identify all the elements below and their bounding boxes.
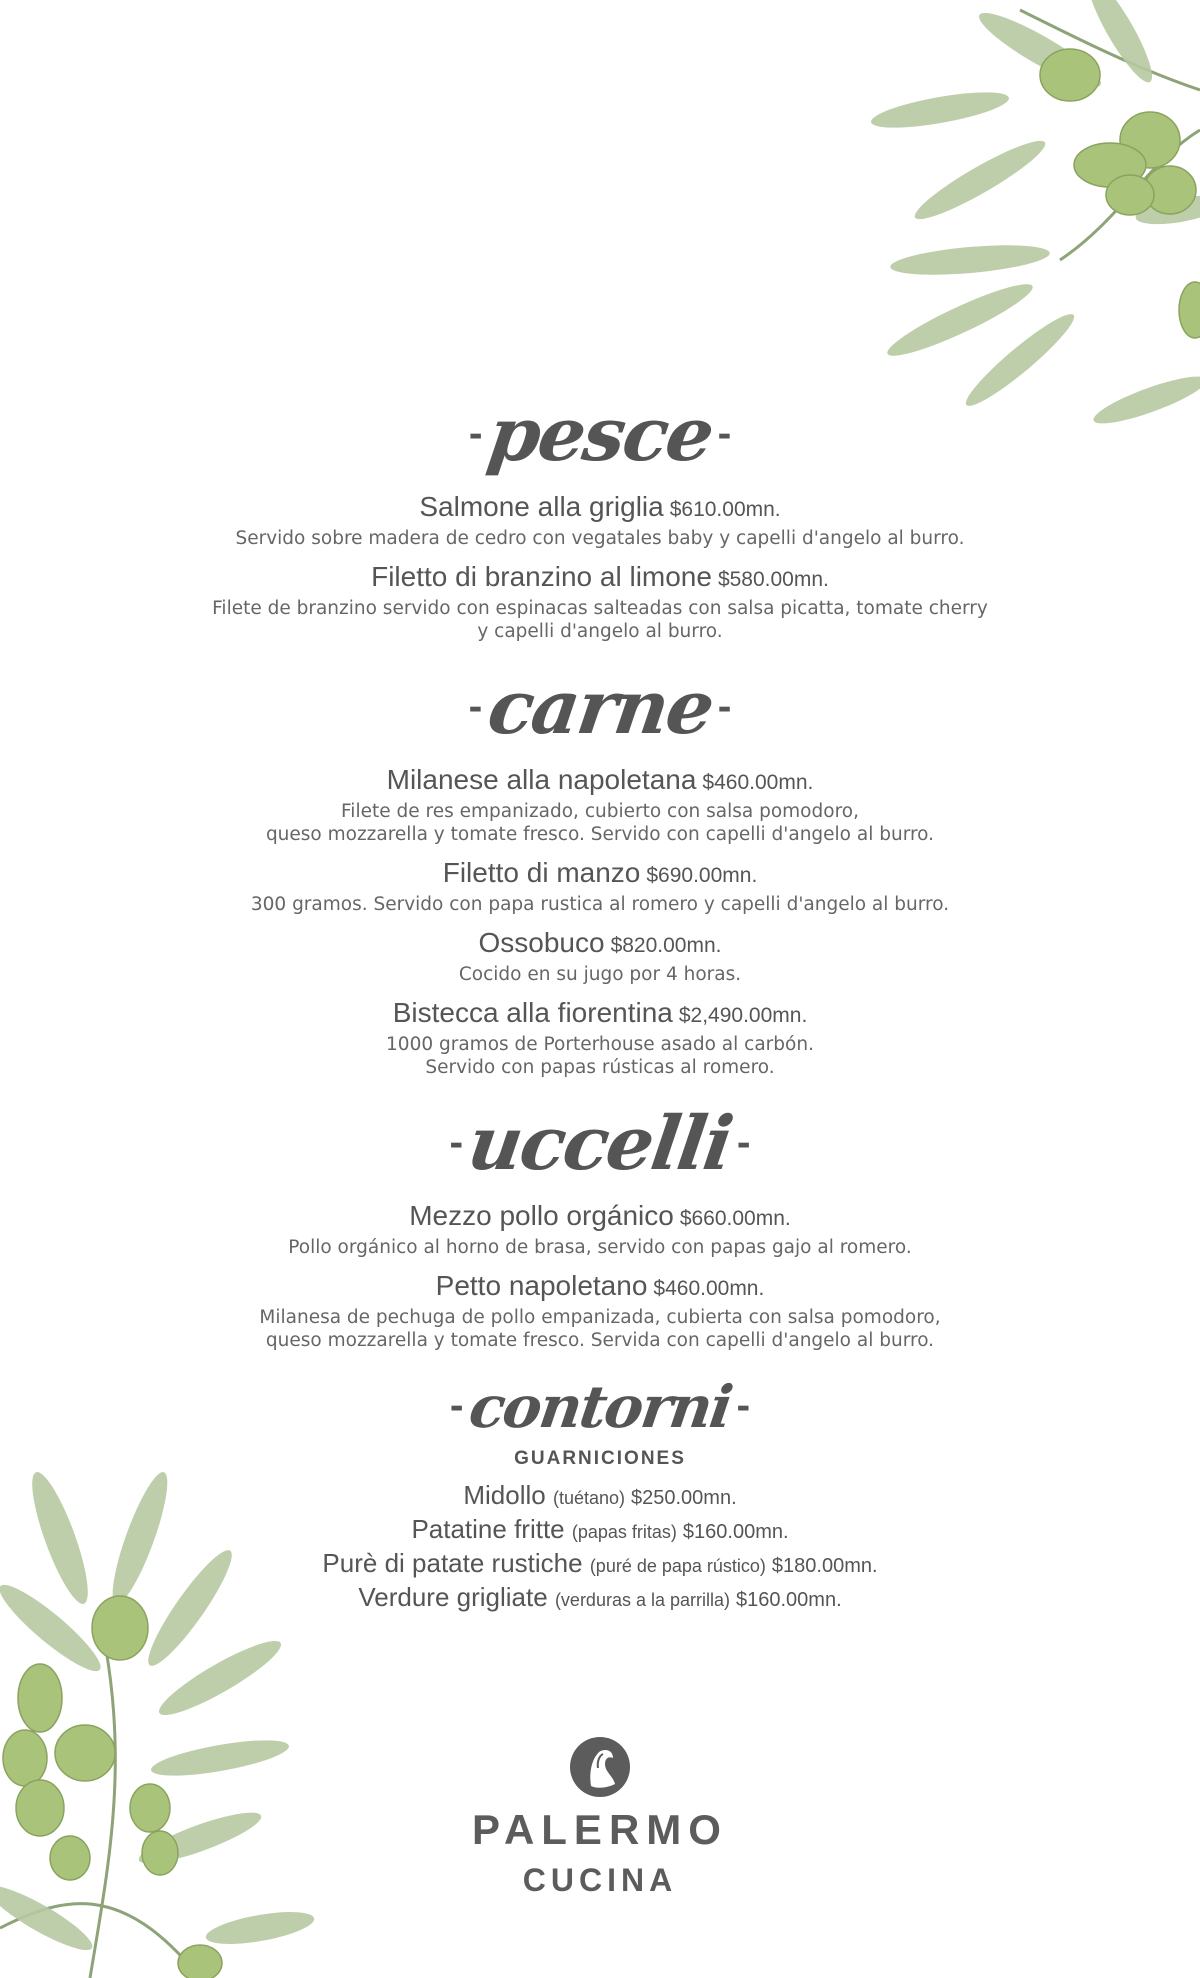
item-description: Cocido en su jugo por 4 horas. — [458, 964, 742, 985]
side-name: Verdure grigliate — [358, 1582, 548, 1612]
brand-name: PALERMO — [472, 1806, 728, 1853]
side-name: Purè di patate rustiche — [322, 1548, 583, 1578]
menu-item — [150, 996, 1050, 1079]
section-heading — [0, 653, 1200, 763]
heading-dash-right: - — [717, 688, 732, 728]
menu — [0, 380, 1200, 1616]
section-pesce — [0, 380, 1200, 643]
heading-dash-left: - — [449, 1387, 464, 1427]
heading-dash-left: - — [468, 688, 483, 728]
section-heading — [0, 1089, 1200, 1199]
brand-logo — [0, 1736, 1200, 1900]
item-name: Filetto di branzino al limone — [371, 561, 712, 592]
olive-branch-top-right-icon — [820, 0, 1200, 440]
side-item — [0, 1480, 1200, 1514]
side-name: Midollo — [463, 1480, 546, 1510]
item-price: $610.00mn. — [669, 498, 781, 521]
side-item — [0, 1582, 1200, 1616]
side-price: $160.00mn. — [682, 1521, 789, 1543]
section-uccelli — [0, 1089, 1200, 1352]
item-description: Filete de branzino servido con espinacas salteadas con salsa picatta, tomate cherry y capelli d'angelo al burro. — [212, 598, 988, 642]
section-title: contorni — [465, 1373, 735, 1441]
menu-item — [150, 490, 1050, 550]
side-item — [0, 1548, 1200, 1582]
section-subtitle: GUARNICIONES — [514, 1448, 686, 1469]
side-item — [0, 1514, 1200, 1548]
item-price: $580.00mn. — [717, 568, 829, 591]
section-carne — [0, 653, 1200, 1079]
section-title: pesce — [482, 392, 718, 478]
item-price: $460.00mn. — [702, 771, 814, 794]
menu-item — [150, 856, 1050, 916]
heading-dash-right: - — [717, 415, 732, 455]
palermo-logo-icon — [569, 1736, 631, 1798]
item-price: $820.00mn. — [610, 934, 722, 957]
item-name: Bistecca alla fiorentina — [392, 997, 673, 1028]
section-title: carne — [482, 665, 718, 751]
item-description: 300 gramos. Servido con papa rustica al romero y capelli d'angelo al burro. — [250, 894, 950, 915]
item-description: Servido sobre madera de cedro con vegatales baby y capelli d'angelo al burro. — [235, 528, 965, 549]
side-price: $160.00mn. — [736, 1589, 842, 1611]
item-description: Filete de res empanizado, cubierto con salsa pomodoro, queso mozzarella y tomate fresco. Servido con capelli d'angelo al burro. — [265, 801, 935, 845]
side-note: (papas fritas) — [571, 1522, 677, 1542]
menu-item — [150, 560, 1050, 643]
item-name: Petto napoletano — [435, 1270, 648, 1301]
side-name: Patatine fritte — [411, 1514, 565, 1544]
heading-dash-left: - — [449, 1124, 464, 1164]
side-note: (tuétano) — [552, 1488, 625, 1508]
item-name: Milanese alla napoletana — [386, 764, 697, 795]
section-title: uccelli — [463, 1101, 737, 1187]
item-price: $460.00mn. — [653, 1277, 765, 1300]
item-price: $2,490.00mn. — [678, 1004, 808, 1027]
item-name: Filetto di manzo — [442, 857, 641, 888]
heading-dash-left: - — [468, 415, 483, 455]
item-name: Salmone alla griglia — [419, 491, 664, 522]
side-price: $180.00mn. — [771, 1555, 878, 1577]
section-heading — [0, 1362, 1200, 1452]
item-price: $660.00mn. — [679, 1207, 791, 1230]
section-heading — [0, 380, 1200, 490]
side-price: $250.00mn. — [631, 1487, 737, 1509]
menu-item — [150, 1199, 1050, 1259]
item-price: $690.00mn. — [646, 864, 758, 887]
menu-item — [150, 1269, 1050, 1352]
menu-item — [150, 926, 1050, 986]
side-note: (puré de papa rústico) — [589, 1556, 766, 1576]
item-name: Mezzo pollo orgánico — [409, 1200, 674, 1231]
heading-dash-right: - — [736, 1124, 751, 1164]
heading-dash-right: - — [736, 1387, 751, 1427]
side-note: (verduras a la parrilla) — [554, 1590, 730, 1610]
item-name: Ossobuco — [478, 927, 605, 958]
brand-sub: CUCINA — [522, 1862, 678, 1898]
item-description: Milanesa de pechuga de pollo empanizada, cubierta con salsa pomodoro, queso mozzarella y tomate fresco. Servida con capelli d'angelo al burro. — [259, 1307, 941, 1351]
menu-item — [150, 763, 1050, 846]
section-contorni — [0, 1362, 1200, 1616]
item-description: Pollo orgánico al horno de brasa, servido con papas gajo al romero. — [288, 1237, 912, 1258]
item-description: 1000 gramos de Porterhouse asado al carbón. Servido con papas rústicas al romero. — [386, 1034, 814, 1078]
